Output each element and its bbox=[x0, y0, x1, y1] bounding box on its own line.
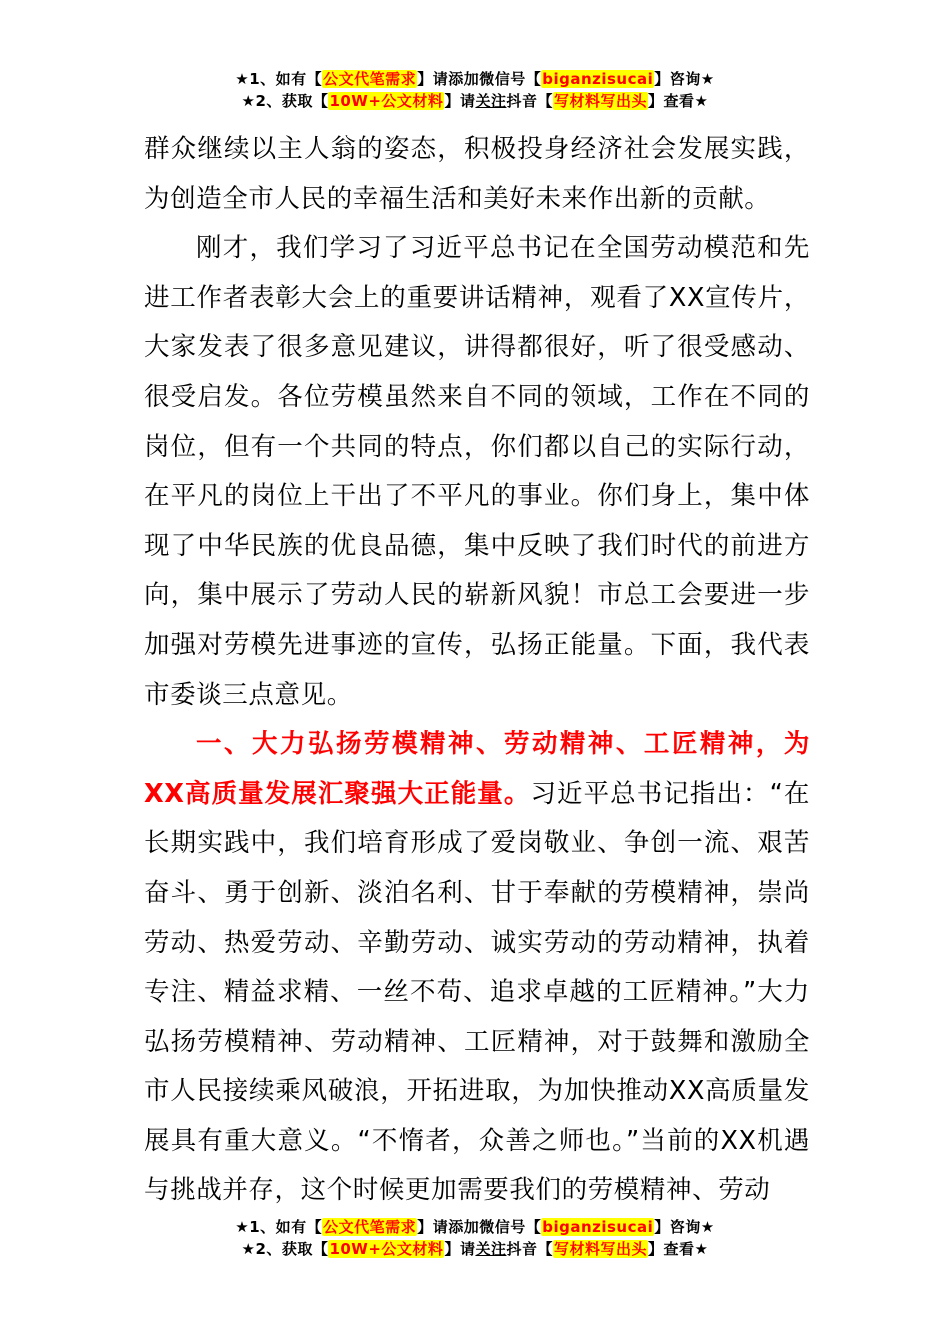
banner-highlight: 写材料写出头 bbox=[553, 1240, 647, 1258]
section-heading: 一、大力弘扬劳模精神、劳动精神、工匠精神，为XX高质量发展汇聚强大正能量。 bbox=[144, 729, 810, 809]
banner-text: 】请添加微信号【 bbox=[417, 70, 542, 88]
banner-text: 抖音【 bbox=[506, 1240, 553, 1258]
banner-text: 】查看★ bbox=[648, 92, 709, 110]
paragraph: 群众继续以主人翁的姿态，积极投身经济社会发展实践，为创造全市人民的幸福生活和美好未来作出新的贡献。 bbox=[144, 134, 810, 214]
banner-text: 】咨询★ bbox=[654, 1218, 715, 1236]
top-banner bbox=[0, 68, 950, 112]
bottom-banner bbox=[0, 1216, 950, 1260]
banner-line-2 bbox=[0, 1238, 950, 1260]
banner-text: ★1、如有【 bbox=[235, 1218, 323, 1236]
banner-text: 抖音【 bbox=[506, 92, 553, 110]
banner-text: ★1、如有【 bbox=[235, 70, 323, 88]
banner-line-1 bbox=[0, 1216, 950, 1238]
banner-highlight: 公文代笔需求 bbox=[323, 70, 417, 88]
banner-highlight: 公文代笔需求 bbox=[323, 1218, 417, 1236]
paragraph bbox=[144, 720, 810, 1216]
banner-highlight: 写材料写出头 bbox=[553, 92, 647, 110]
banner-line-1 bbox=[0, 68, 950, 90]
banner-underlined: 关注 bbox=[475, 1240, 507, 1258]
banner-text: 】请 bbox=[444, 92, 476, 110]
paragraph: 刚才，我们学习了习近平总书记在全国劳动模范和先进工作者表彰大会上的重要讲话精神，观看了XX宣传片，大家发表了很多意见建议，讲得都很好，听了很受感动、很受启发。各位劳模虽然来自不同的领域，工作在不同的岗位，但有一个共同的特点，你们都以自己的实际行动，在平凡的岗位上干出了不平凡的事业。你们身上，集中体现了中华民族的优良品德，集中反映了我们时代的前进方向，集中展示了劳动人民的崭新风貌！市总工会要进一步加强对劳模先进事迹的宣传，弘扬正能量。下面，我代表市委谈三点意见。 bbox=[144, 233, 810, 710]
paragraph-text: 习近平总书记指出：“在长期实践中，我们培育形成了爱岗敬业、争创一流、艰苦奋斗、勇于创新、淡泊名利、甘于奉献的劳模精神，崇尚劳动、热爱劳动、辛勤劳动、诚实劳动的劳动精神，执着专注、精益求精、一丝不苟、追求卓越的工匠精神。”大力弘扬劳模精神、劳动精神、工匠精神，对于鼓舞和激励全市人民接续乘风破浪，开拓进取，为加快推动XX高质量发展具有重大意义。“不惰者，众善之师也。”当前的XX机遇与挑战并存，这个时候更加需要我们的劳模精神、劳动 bbox=[144, 778, 810, 1206]
banner-underlined: 关注 bbox=[475, 92, 507, 110]
banner-highlight: 10W+公文材料 bbox=[329, 1240, 444, 1258]
banner-text: ★2、获取【 bbox=[241, 1240, 329, 1258]
banner-line-2 bbox=[0, 90, 950, 112]
banner-text: ★2、获取【 bbox=[241, 92, 329, 110]
banner-highlight: 10W+公文材料 bbox=[329, 92, 444, 110]
document-body bbox=[144, 125, 810, 1216]
banner-text: 】请 bbox=[444, 1240, 476, 1258]
banner-text: 】查看★ bbox=[648, 1240, 709, 1258]
banner-text: 】咨询★ bbox=[654, 70, 715, 88]
banner-text: 】请添加微信号【 bbox=[417, 1218, 542, 1236]
banner-highlight: biganzisucai bbox=[542, 70, 654, 88]
banner-highlight: biganzisucai bbox=[542, 1218, 654, 1236]
